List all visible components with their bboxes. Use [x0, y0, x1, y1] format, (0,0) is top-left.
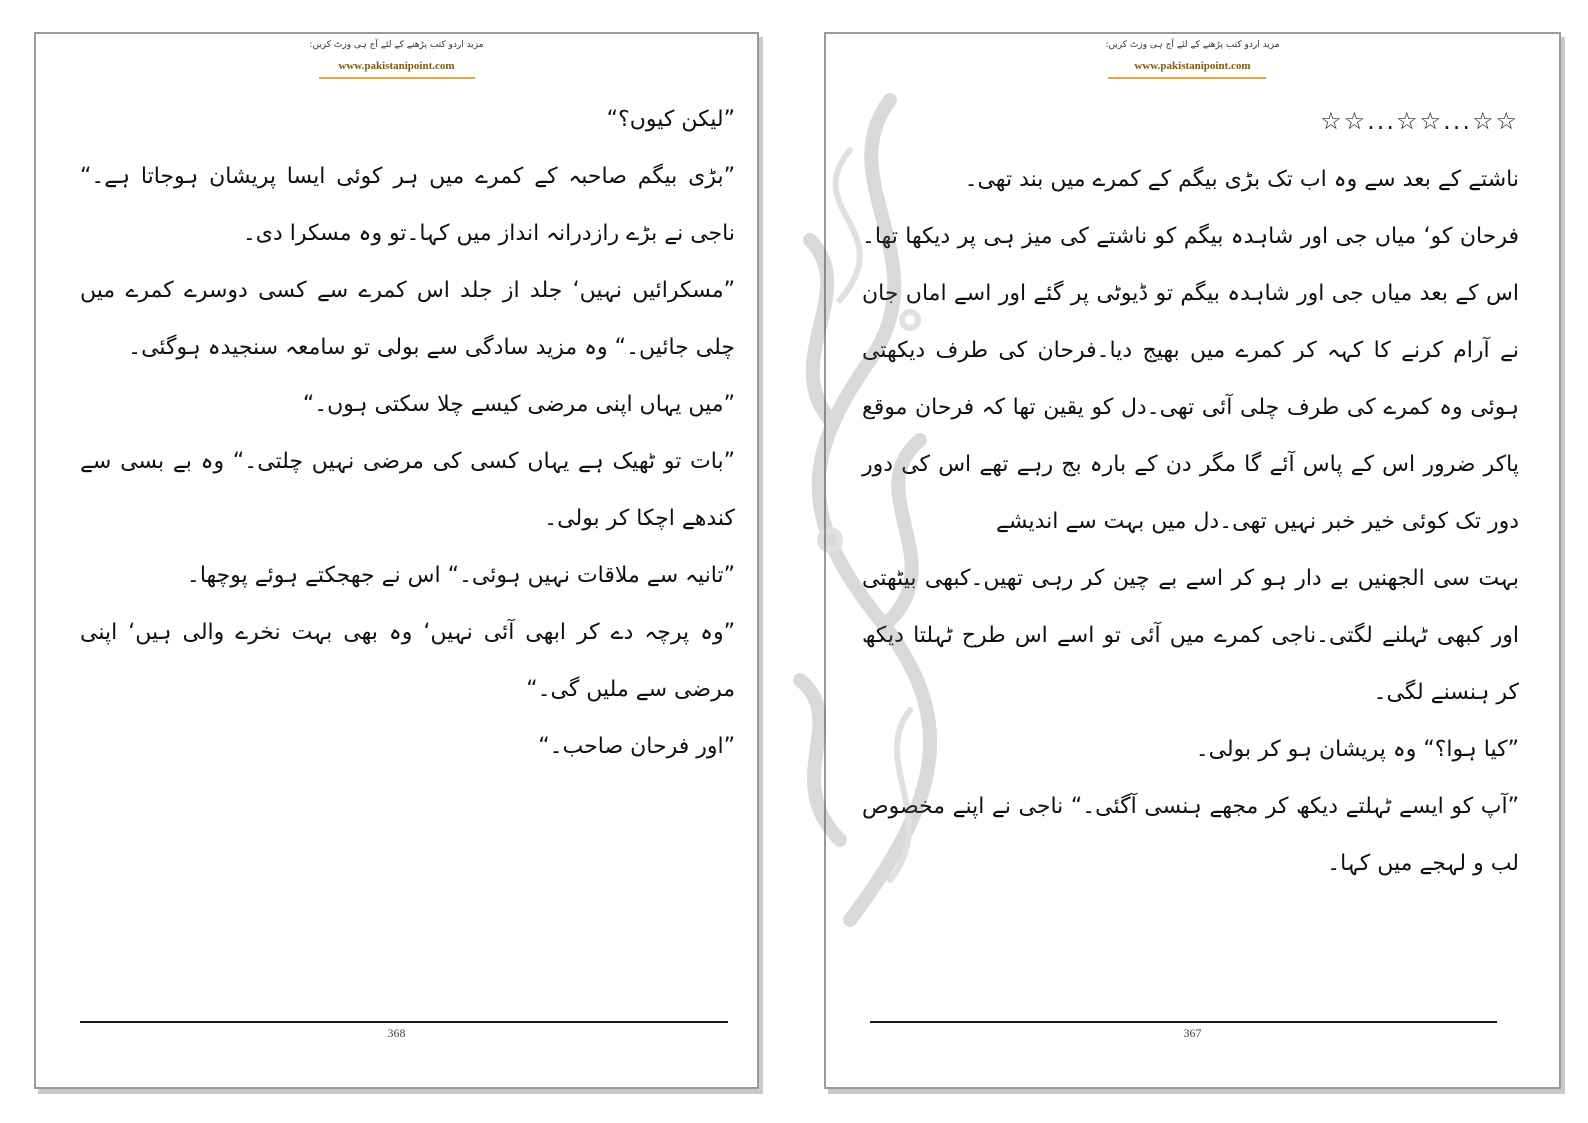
header-note: مزید اردو کتب پڑھنے کے لئے آج ہی وزٹ کریں: [1105, 40, 1280, 50]
section-divider-stars: ☆☆...☆☆...☆☆ [1320, 107, 1519, 135]
footer-rule [870, 1021, 1497, 1023]
site-url: www.pakistanipoint.com [338, 60, 455, 72]
paragraph: ناشتے کے بعد سے وہ اب تک بڑی بیگم کے کمرے میں بند تھی۔ [964, 167, 1519, 192]
paragraph: ”لیکن کیوں؟“ [606, 107, 735, 132]
paragraph: ”میں یہاں اپنی مرضی کیسے چلا سکتی ہوں۔“ [302, 392, 735, 417]
page-number: 368 [387, 1026, 406, 1040]
paragraph: ”مسکرائیں نہیں‘ جلد از جلد اس کمرے سے کسی دوسرے کمرے میں چلی جائیں۔“ وہ مزید سادگی سے بولی تو سامعہ سنجیدہ ہوگئی۔ [80, 278, 735, 360]
paragraph: ”بات تو ٹھیک ہے یہاں کسی کی مرضی نہیں چلتی۔“ وہ بے بسی سے کندھے اچکا کر بولی۔ [80, 449, 735, 531]
page-text-right [862, 91, 1519, 892]
paragraph: ”تانیہ سے ملاقات نہیں ہوئی۔“ اس نے جھجکتے ہوئے پوچھا۔ [186, 563, 735, 588]
paragraph: ”اور فرحان صاحب۔“ [538, 734, 735, 759]
paragraph: بہت سی الجھنیں بے دار ہو کر اسے بے چین کر رہی تھیں۔کبھی بیٹھتی اور کبھی ٹہلنے لگتی۔ناجی کمرے میں آئی تو اسے اس طرح ٹہلتا دیکھ کر ہنسنے لگی۔ [862, 566, 1519, 705]
paragraph: ”آپ کو ایسے ٹہلتے دیکھ کر مجھے ہنسی آگئی۔“ ناجی نے اپنے مخصوص لب و لہجے میں کہا۔ [862, 794, 1519, 876]
site-url: www.pakistanipoint.com [1134, 60, 1251, 72]
paragraph: ”وہ پرچہ دے کر ابھی آئی نہیں‘ وہ بھی بہت نخرے والی ہیں‘ اپنی مرضی سے ملیں گی۔“ [80, 620, 735, 702]
paragraph: ”بڑی بیگم صاحبہ کے کمرے میں ہر کوئی ایسا پریشان ہوجاتا ہے۔“ ناجی نے بڑے رازدرانہ انداز میں کہا۔تو وہ مسکرا دی۔ [80, 164, 735, 246]
paragraph: ”کیا ہوا؟“ وہ پریشان ہو کر بولی۔ [1195, 737, 1519, 762]
header-rule [319, 77, 475, 79]
paragraph: فرحان کو‘ میاں جی اور شاہدہ بیگم کو ناشتے کی میز ہی پر دیکھا تھا۔اس کے بعد میاں جی اور شاہدہ بیگم تو ڈیوٹی پر گئے اور اسے اماں جان نے آرام کرنے کا کہہ کر کمرے میں بھیج دیا۔فرحان کی طرف دیکھتی ہوئی وہ کمرے کی طرف چلی آئی تھی۔دل کو یقین تھا کہ فرحان موقع پاکر ضرور اس کے پاس آئے گا مگر دن کے بارہ بج رہے تھے اس کی دور دور تک کوئی خیر خبر نہیں تھی۔دل میں بہت سے اندیشے [862, 224, 1519, 534]
header-note: مزید اردو کتب پڑھنے کے لئے آج ہی وزٹ کریں: [309, 40, 484, 50]
book-page-right [824, 32, 1561, 1089]
footer-rule [80, 1021, 728, 1023]
page-text-left [80, 91, 735, 775]
header-rule [1108, 77, 1266, 79]
book-page-left [34, 32, 759, 1089]
page-number: 367 [1183, 1026, 1202, 1040]
